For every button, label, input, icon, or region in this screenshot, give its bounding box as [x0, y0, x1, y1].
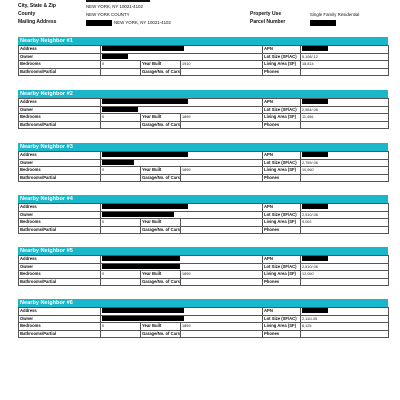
- header-value: NEW YORK, NY 10021-4102: [86, 4, 143, 9]
- neighbor-section-1: [18, 37, 388, 76]
- label-year-built: Year Built: [141, 323, 181, 331]
- value-baths: [101, 68, 141, 76]
- redaction-block: [302, 152, 328, 157]
- label-lot-size: Lot Size (SF/AC): [263, 53, 301, 61]
- label-address: Address: [19, 152, 101, 160]
- value-owner: [101, 53, 263, 61]
- value-owner: [101, 315, 263, 323]
- value-bedrooms: 0: [101, 323, 141, 331]
- header-value: Single Family Residential: [310, 12, 360, 17]
- value-year-built: 1899: [181, 323, 263, 331]
- value-year-built: 1899: [181, 114, 263, 122]
- value-apn: [301, 152, 389, 160]
- value-living-area: 11,496: [301, 114, 389, 122]
- value-address: [101, 308, 263, 316]
- label-living-area: Living Area (SF): [263, 114, 301, 122]
- value-apn: [301, 46, 389, 54]
- label-baths: Bathrooms/Partial: [19, 226, 101, 234]
- label-address: Address: [19, 256, 101, 264]
- redaction-block: [102, 308, 184, 313]
- neighbor-title: Nearby Neighbor #1: [18, 37, 388, 45]
- value-living-area: 9,002: [301, 219, 389, 227]
- label-lot-size: Lot Size (SF/AC): [263, 263, 301, 271]
- value-baths: [101, 330, 141, 338]
- value-apn: [301, 256, 389, 264]
- neighbor-title: Nearby Neighbor #6: [18, 299, 388, 307]
- value-phones: [301, 278, 389, 286]
- label-living-area: Living Area (SF): [263, 323, 301, 331]
- value-apn: [301, 99, 389, 107]
- table-row: [19, 219, 389, 227]
- redaction-block: [102, 46, 184, 51]
- label-address: Address: [19, 46, 101, 54]
- neighbor-title: Nearby Neighbor #3: [18, 143, 388, 151]
- value-year-built: 1899: [181, 167, 263, 175]
- label-bedrooms: Bedrooms: [19, 114, 101, 122]
- neighbor-table: [18, 203, 389, 234]
- table-row: [19, 204, 389, 212]
- label-baths: Bathrooms/Partial: [19, 330, 101, 338]
- value-phones: [301, 226, 389, 234]
- label-baths: Bathrooms/Partial: [19, 68, 101, 76]
- value-living-area: 8,125: [301, 323, 389, 331]
- label-living-area: Living Area (SF): [263, 61, 301, 69]
- header-row-mailing: [18, 18, 388, 27]
- label-owner: Owner: [19, 106, 101, 114]
- neighbor-section-2: [18, 90, 388, 129]
- value-garage: [181, 174, 263, 182]
- label-year-built: Year Built: [141, 114, 181, 122]
- redaction-block: [102, 160, 134, 165]
- header-label: Property Use: [250, 11, 282, 17]
- label-apn: APN: [263, 204, 301, 212]
- value-lot-size: 2,554/.06: [301, 106, 389, 114]
- value-owner: [101, 211, 263, 219]
- value-living-area: 10,960: [301, 167, 389, 175]
- label-owner: Owner: [19, 315, 101, 323]
- label-phones: Phones: [263, 278, 301, 286]
- value-lot-size: 2,759/.06: [301, 159, 389, 167]
- table-row: [19, 226, 389, 234]
- redaction-block: [86, 20, 112, 26]
- redaction-block: [302, 308, 328, 313]
- label-phones: Phones: [263, 226, 301, 234]
- label-apn: APN: [263, 152, 301, 160]
- value-living-area: 18,814: [301, 61, 389, 69]
- label-lot-size: Lot Size (SF/AC): [263, 159, 301, 167]
- label-phones: Phones: [263, 330, 301, 338]
- label-address: Address: [19, 308, 101, 316]
- value-garage: [181, 330, 263, 338]
- value-address: [101, 256, 263, 264]
- redaction-block: [302, 256, 328, 261]
- label-lot-size: Lot Size (SF/AC): [263, 315, 301, 323]
- label-bedrooms: Bedrooms: [19, 271, 101, 279]
- table-row: [19, 174, 389, 182]
- value-garage: [181, 278, 263, 286]
- value-year-built: 1910: [181, 61, 263, 69]
- label-owner: Owner: [19, 263, 101, 271]
- value-address: [101, 204, 263, 212]
- label-baths: Bathrooms/Partial: [19, 174, 101, 182]
- value-address: [101, 46, 263, 54]
- table-row: [19, 68, 389, 76]
- neighbor-title: Nearby Neighbor #2: [18, 90, 388, 98]
- value-phones: [301, 174, 389, 182]
- neighbor-title: Nearby Neighbor #4: [18, 195, 388, 203]
- label-living-area: Living Area (SF): [263, 271, 301, 279]
- redaction-block: [302, 204, 328, 209]
- table-row: [19, 46, 389, 54]
- redaction-block: [102, 256, 180, 261]
- value-living-area: 12,060: [301, 271, 389, 279]
- value-lot-size: 2,111/.05: [301, 315, 389, 323]
- table-row: [19, 278, 389, 286]
- label-owner: Owner: [19, 159, 101, 167]
- neighbor-table: [18, 98, 389, 129]
- value-lot-size: 2,510/.06: [301, 211, 389, 219]
- value-baths: [101, 278, 141, 286]
- label-apn: APN: [263, 256, 301, 264]
- table-row: [19, 121, 389, 129]
- value-garage: [181, 121, 263, 129]
- table-row: [19, 271, 389, 279]
- table-row: [19, 323, 389, 331]
- redaction-block: [102, 212, 174, 217]
- label-owner: Owner: [19, 53, 101, 61]
- label-garage: Garage/No. of Cars: [141, 174, 181, 182]
- table-row: [19, 61, 389, 69]
- table-row: [19, 330, 389, 338]
- label-phones: Phones: [263, 68, 301, 76]
- neighbor-title: Nearby Neighbor #5: [18, 247, 388, 255]
- value-baths: [101, 121, 141, 129]
- value-baths: [101, 226, 141, 234]
- label-baths: Bathrooms/Partial: [19, 278, 101, 286]
- value-apn: [301, 308, 389, 316]
- table-row: [19, 256, 389, 264]
- label-year-built: Year Built: [141, 219, 181, 227]
- value-apn: [301, 204, 389, 212]
- label-apn: APN: [263, 46, 301, 54]
- value-bedrooms: 0: [101, 271, 141, 279]
- redaction-block: [302, 99, 328, 104]
- label-address: Address: [19, 204, 101, 212]
- label-bedrooms: Bedrooms: [19, 219, 101, 227]
- redaction-block: [102, 107, 138, 112]
- header-label: City, State & Zip: [18, 3, 56, 9]
- header-value: [310, 18, 336, 27]
- value-bedrooms: 0: [101, 61, 141, 69]
- table-row: [19, 152, 389, 160]
- label-living-area: Living Area (SF): [263, 167, 301, 175]
- label-lot-size: Lot Size (SF/AC): [263, 211, 301, 219]
- table-row: [19, 308, 389, 316]
- neighbor-section-5: [18, 247, 388, 286]
- table-row: [19, 53, 389, 61]
- value-address: [101, 152, 263, 160]
- value-year-built: 1899: [181, 271, 263, 279]
- header-value: NEW YORK COUNTY: [86, 12, 130, 17]
- label-apn: APN: [263, 99, 301, 107]
- value-owner: [101, 263, 263, 271]
- label-living-area: Living Area (SF): [263, 219, 301, 227]
- neighbor-section-3: [18, 143, 388, 182]
- label-lot-size: Lot Size (SF/AC): [263, 106, 301, 114]
- label-garage: Garage/No. of Cars: [141, 121, 181, 129]
- value-year-built: [181, 219, 263, 227]
- value-bedrooms: 0: [101, 219, 141, 227]
- label-phones: Phones: [263, 174, 301, 182]
- redaction-block: [102, 264, 180, 269]
- table-row: [19, 167, 389, 175]
- value-address: [101, 99, 263, 107]
- value-owner: [101, 106, 263, 114]
- value-phones: [301, 68, 389, 76]
- header-label: Mailing Address: [18, 19, 57, 25]
- redaction-block: [102, 152, 188, 157]
- value-bedrooms: 0: [101, 114, 141, 122]
- neighbor-table: [18, 45, 389, 76]
- value-garage: [181, 68, 263, 76]
- table-row: [19, 315, 389, 323]
- label-year-built: Year Built: [141, 271, 181, 279]
- label-address: Address: [19, 99, 101, 107]
- neighbor-table: [18, 151, 389, 182]
- label-garage: Garage/No. of Cars: [141, 68, 181, 76]
- table-row: [19, 114, 389, 122]
- neighbor-table: [18, 255, 389, 286]
- label-garage: Garage/No. of Cars: [141, 278, 181, 286]
- redaction-block: [102, 204, 188, 209]
- value-owner: [101, 159, 263, 167]
- value-phones: [301, 121, 389, 129]
- redaction-block: [102, 316, 184, 321]
- label-apn: APN: [263, 308, 301, 316]
- value-phones: [301, 330, 389, 338]
- neighbor-section-6: [18, 299, 388, 338]
- table-row: [19, 211, 389, 219]
- value-lot-size: 2,510/.06: [301, 263, 389, 271]
- table-row: [19, 263, 389, 271]
- header-label: Parcel Number: [250, 19, 286, 25]
- table-row: [19, 159, 389, 167]
- value-garage: [181, 226, 263, 234]
- table-row: [19, 106, 389, 114]
- redaction-block: [310, 20, 336, 26]
- label-bedrooms: Bedrooms: [19, 61, 101, 69]
- neighbor-table: [18, 307, 389, 338]
- redaction-block: [102, 99, 188, 104]
- label-bedrooms: Bedrooms: [19, 323, 101, 331]
- label-owner: Owner: [19, 211, 101, 219]
- header-label: County: [18, 11, 36, 17]
- label-garage: Garage/No. of Cars: [141, 330, 181, 338]
- label-bedrooms: Bedrooms: [19, 167, 101, 175]
- label-year-built: Year Built: [141, 167, 181, 175]
- header-value: NEW YORK, NY 10021-4102: [86, 18, 171, 27]
- label-phones: Phones: [263, 121, 301, 129]
- neighbor-section-4: [18, 195, 388, 234]
- redaction-block: [302, 46, 328, 51]
- label-year-built: Year Built: [141, 61, 181, 69]
- value-lot-size: 5,108/.12: [301, 53, 389, 61]
- redaction-block: [102, 54, 128, 59]
- value-bedrooms: 0: [101, 167, 141, 175]
- label-baths: Bathrooms/Partial: [19, 121, 101, 129]
- table-row: [19, 99, 389, 107]
- value-baths: [101, 174, 141, 182]
- label-garage: Garage/No. of Cars: [141, 226, 181, 234]
